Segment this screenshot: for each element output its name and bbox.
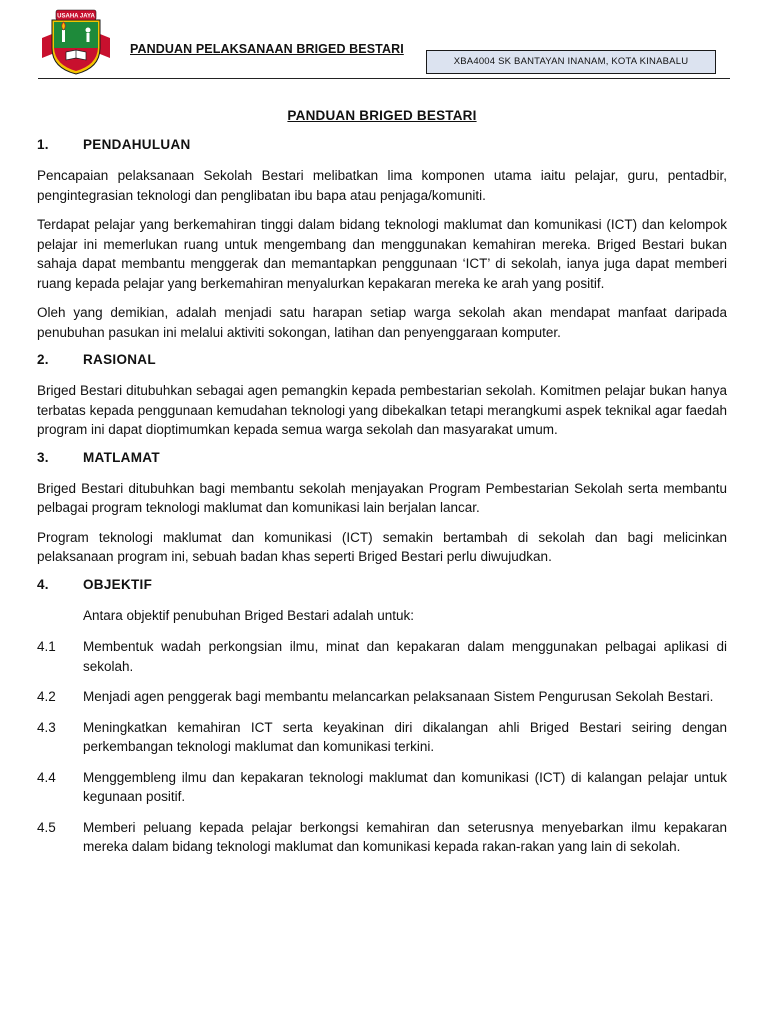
section-title: OBJEKTIF (83, 576, 153, 592)
objective-number: 4.4 (37, 769, 56, 785)
objective-item (37, 637, 727, 676)
paragraph: Briged Bestari ditubuhkan sebagai agen pemangkin kepada pembestarian sekolah. Komitmen pelajar bukan hanya terbatas kepada penggunaan kemudahan teknologi yang dibekalkan tetapi merangkumi aspek teknikal agar faedah program ini dapat dioptimumkan kepada semua warga sekolah dan masyarakat umum. (37, 383, 727, 437)
objective-number: 4.2 (37, 689, 56, 704)
header-divider (38, 78, 730, 79)
section-number: 3. (37, 449, 49, 465)
objective-text: Menggembleng ilmu dan kepakaran teknologi maklumat dan komunikasi (ICT) di kalangan pelajar untuk kegunaan positif. (83, 769, 727, 804)
objective-text: Memberi peluang kepada pelajar berkongsi kemahiran dan seterusnya menyebarkan ilmu kepakaran mereka dalam bidang teknologi maklumat dan komunikasi kepada rakan-rakan yang lain di sekolah. (83, 819, 727, 854)
header-title: PANDUAN PELAKSANAAN BRIGED BESTARI (130, 42, 404, 56)
objectives-intro: Antara objektif penubuhan Briged Bestari adalah untuk: (83, 607, 414, 623)
section-title: PENDAHULUAN (83, 137, 191, 152)
objective-number: 4.3 (37, 719, 56, 735)
section-title: MATLAMAT (83, 449, 160, 465)
objective-number: 4.5 (37, 819, 56, 835)
section-number: 2. (37, 352, 49, 367)
school-crest-logo (40, 8, 112, 76)
paragraph: Oleh yang demikian, adalah menjadi satu harapan setiap warga sekolah akan mendapat manfaat daripada penubuhan pasukan ini melalui aktiviti sokongan, latihan dan penyenggaraan komputer. (37, 305, 727, 340)
objective-text: Menjadi agen penggerak bagi membantu melancarkan pelaksanaan Sistem Pengurusan Sekolah Bestari. (83, 689, 714, 704)
paragraph: Briged Bestari ditubuhkan bagi membantu sekolah menjayakan Program Pembestarian Sekolah serta membantu pelbagai program teknologi maklumat dan komunikasi lain berjalan lancar. (37, 480, 727, 515)
objective-text: Meningkatkan kemahiran ICT serta keyakinan diri dikalangan ahli Briged Bestari seiring dengan perkembangan teknologi maklumat dan komunikasi terkini. (83, 719, 727, 754)
objective-number: 4.1 (37, 639, 56, 654)
paragraph: Pencapaian pelaksanaan Sekolah Bestari melibatkan lima komponen utama iaitu pelajar, guru, pentadbir, pengintegrasian teknologi dan penglibatan ibu bapa atau penjaga/komuniti. (37, 168, 727, 203)
section-number: 4. (37, 576, 49, 592)
objective-item (37, 818, 727, 857)
section-heading-objektif (37, 577, 727, 592)
section-title: RASIONAL (83, 352, 156, 367)
objective-item (37, 768, 727, 807)
objective-item (37, 687, 727, 707)
paragraph: Terdapat pelajar yang berkemahiran tinggi dalam bidang teknologi maklumat dan komunikasi (ICT) dan kelompok pelajar ini memerlukan ruang untuk mengembang dan menggunakan kemahiran mereka. Briged Bestari bukan sahaja dapat membantu menggerak dan memantapkan penggunaan ‘ICT’ di sekolah, ianya juga dapat memberi ruang kepada pelajar yang berkemahiran menyalurkan kepakaran mereka ke arah yang positif. (37, 217, 727, 291)
objective-item (37, 718, 727, 757)
paragraph: Program teknologi maklumat dan komunikasi (ICT) semakin bertambah di sekolah dan bagi melicinkan pelaksanaan program ini, sebuah badan khas seperti Briged Bestari perlu diwujudkan. (37, 529, 727, 564)
section-heading-pendahuluan (37, 137, 727, 152)
objective-text: Membentuk wadah perkongsian ilmu, minat dan kepakaran dalam menggunakan pelbagai aplikasi di sekolah. (83, 639, 727, 674)
school-code-box: XBA4004 SK BANTAYAN INANAM, KOTA KINABALU (426, 50, 716, 74)
section-number: 1. (37, 137, 49, 152)
document-body (37, 108, 727, 868)
section-heading-rasional (37, 352, 727, 367)
crest-banner-text: USAHA JAYA (57, 13, 95, 20)
document-title: PANDUAN BRIGED BESTARI (287, 108, 477, 123)
section-heading-matlamat (37, 450, 727, 465)
